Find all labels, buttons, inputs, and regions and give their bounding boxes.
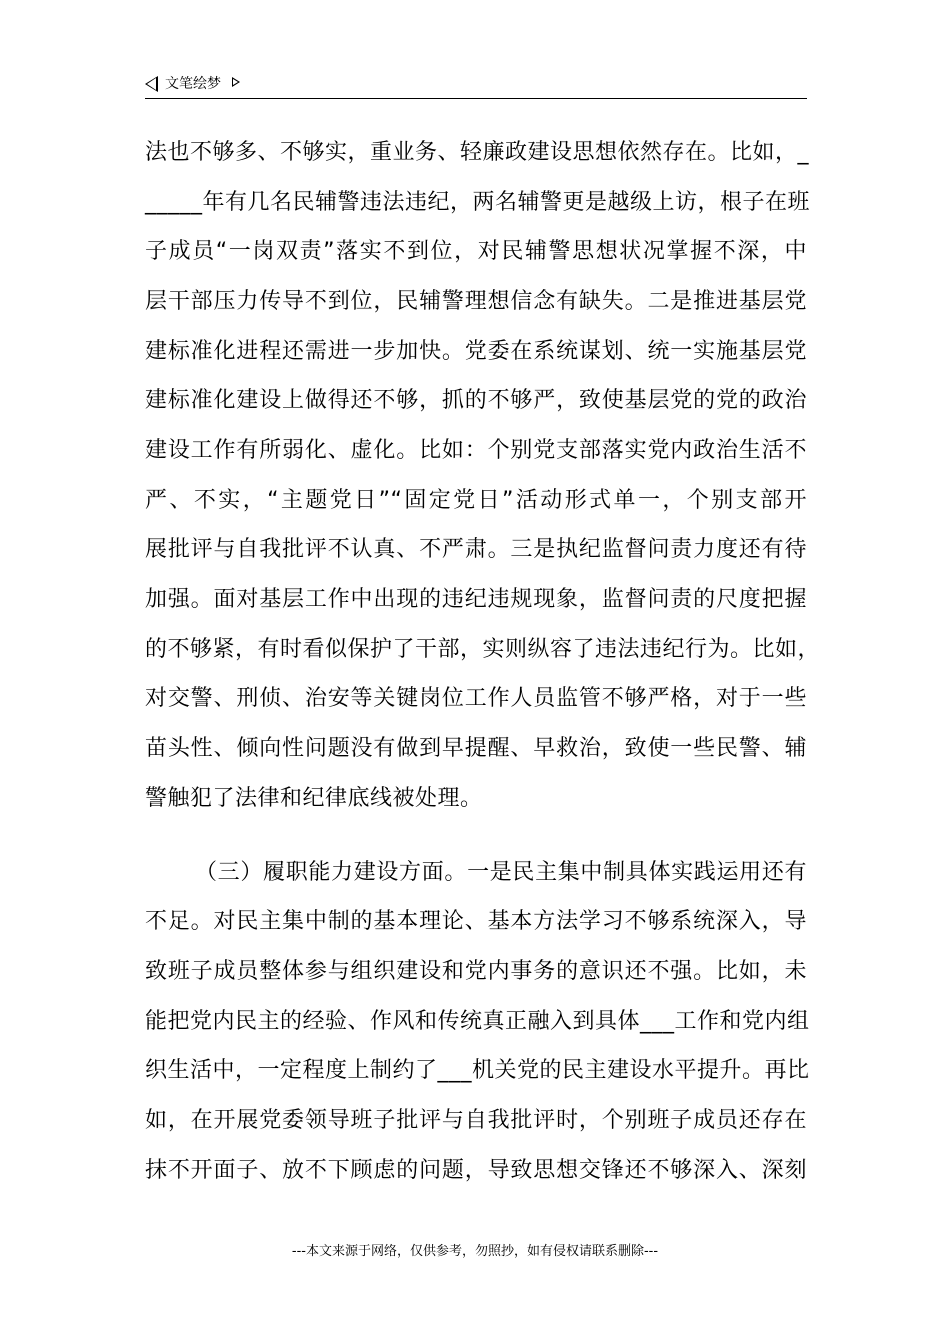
body-text-line: _____年有几名民辅警违法违纪，两名辅警更是越级上访，根子在班: [145, 190, 811, 215]
footer-disclaimer: ---本文来源于网络，仅供参考，勿照抄，如有侵权请联系删除---: [291, 1244, 659, 1259]
body-text-line: 织生活中，一定程度上制约了___机关党的民主建设水平提升。再比: [145, 1058, 810, 1083]
body-text-line: 法也不够多、不够实，重业务、轻廉政建设思想依然存在。比如，_: [145, 140, 810, 165]
triangle-left-outline-icon: [145, 76, 158, 92]
body-text-line: 致班子成员整体参与组织建设和党内事务的意识还不强。比如，未: [145, 959, 807, 984]
body-text-line: 如，在开展党委领导班子批评与自我批评时，个别班子成员还存在: [145, 1108, 807, 1133]
body-text-line: 建标准化建设上做得还不够，抓的不够严，致使基层党的党的政治: [145, 388, 807, 413]
body-text-line: 的不够紧，有时看似保护了干部，实则纵容了违法违纪行为。比如，: [145, 637, 821, 662]
body-text-line: 对交警、刑侦、治安等关键岗位工作人员监管不够严格，对于一些: [145, 686, 807, 711]
triangle-right-outline-icon: [232, 77, 240, 87]
section-heading-line: （三）履职能力建设方面。一是民主集中制具体实践运用还有: [195, 860, 807, 885]
body-text-line: 子成员“一岗双责”落实不到位，对民辅警思想状况掌握不深，中: [145, 239, 807, 264]
body-text-line: 警触犯了法律和纪律底线被处理。: [145, 786, 483, 811]
body-text-line: 建标准化进程还需进一步加快。党委在系统谋划、统一实施基层党: [145, 339, 807, 364]
body-text-line: 层干部压力传导不到位，民辅警理想信念有缺失。二是推进基层党: [145, 289, 807, 314]
body-text-line: 抹不开面子、放不下顾虑的问题，导致思想交锋还不够深入、深刻: [145, 1158, 807, 1183]
page-header: [145, 72, 807, 99]
body-text-line: 苗头性、倾向性问题没有做到早提醒、早救治，致使一些民警、辅: [145, 736, 807, 761]
body-text-line: 加强。面对基层工作中出现的违纪违规现象，监督问责的尺度把握: [145, 587, 807, 612]
body-text-line: 严、不实，“主题党日”“固定党日”活动形式单一，个别支部开: [145, 488, 807, 513]
body-text-line: 展批评与自我批评不认真、不严肃。三是执纪监督问责力度还有待: [145, 537, 807, 562]
body-text-line: 不足。对民主集中制的基本理论、基本方法学习不够系统深入，导: [145, 909, 807, 934]
header-title: 文笔绘梦: [165, 76, 221, 92]
body-text-line: 建设工作有所弱化、虚化。比如：个别党支部落实党内政治生活不: [145, 438, 807, 463]
body-text-line: 能把党内民主的经验、作风和传统真正融入到具体___工作和党内组: [145, 1009, 810, 1034]
